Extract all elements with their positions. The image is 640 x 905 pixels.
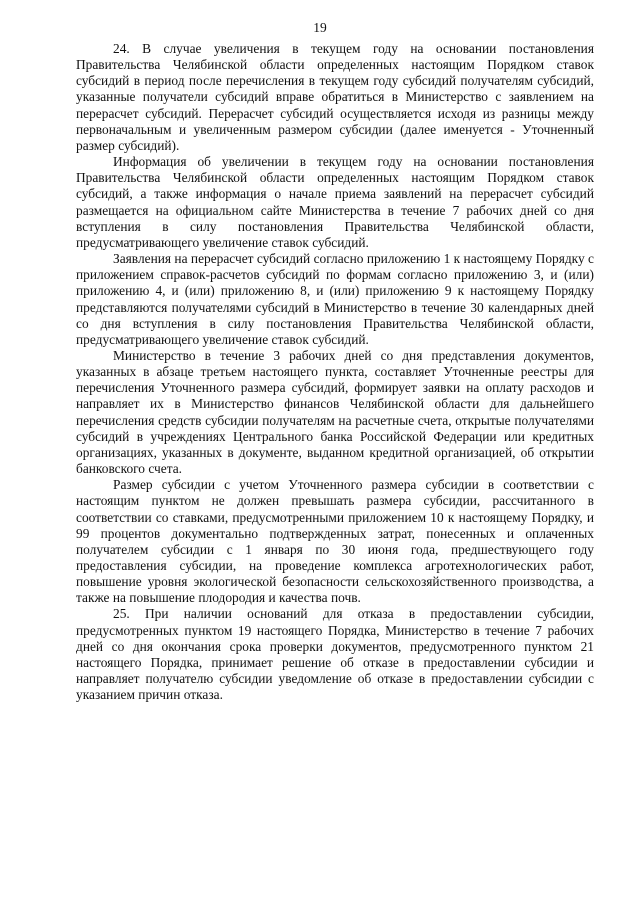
document-body [76,41,594,703]
paragraph-information: Информация об увеличении в текущем году на основании постановления Правительства Челябинской области определенных настоящим Порядком ставок субсидий, а также информация о начале приема заявлений на перерасчет субсидий размещается на официальном сайте Министерства в течение 7 рабочих дней со дня вступления в силу постановления Правительства Челябинской области, предусматривающего увеличение ставок субсидий. [76,154,594,250]
paragraph-25: 25. При наличии оснований для отказа в предоставлении субсидии, предусмотренных пунктом 19 настоящего Порядка, Министерство в течение 7 рабочих дней со дня окончания срока проверки документов, предусмотренного пунктом 21 настоящего Порядка, принимает решение об отказе в предоставлении субсидии и направляет получателю субсидии уведомление об отказе в предоставлении субсидии с указанием причин отказа. [76,606,594,703]
paragraph-24: 24. В случае увеличения в текущем году на основании постановления Правительства Челябинской области определенных настоящим Порядком ставок субсидий в период после перечисления в текущем году субсидий получателям субсидий, указанные получатели субсидий вправе обратиться в Министерство с заявлением на перерасчет субсидий. Перерасчет субсидий осуществляется исходя из разницы между первоначальным и увеличенным размером субсидии (далее именуется - Уточненный размер субсидий). [76,41,594,153]
paragraph-ministry-actions: Министерство в течение 3 рабочих дней со дня представления документов, указанных в абзаце третьем настоящего пункта, составляет Уточненные реестры для перечисления Уточненного размера субсидий, формирует заявки на оплату расходов и направляет их в Министерство финансов Челябинской области для дальнейшего перечисления средств субсидии получателям на расчетные счета, открытые получателями субсидий в учреждениях Центрального банка Российской Федерации или кредитных организациях, указанных в документе, выданном кредитной организацией, об открытии банковского счета. [76,347,594,477]
paragraph-applications: Заявления на перерасчет субсидий согласно приложению 1 к настоящему Порядку с приложением справок-расчетов субсидий по формам согласно приложению 3, и (или) приложению 4, и (или) приложению 8, и (или) приложению 9 к настоящему Порядку представляются получателями субсидий в Министерство в течение 30 календарных дней со дня вступления в силу постановления Правительства Челябинской области, предусматривающего увеличение ставок субсидий. [76,251,594,347]
paragraph-subsidy-size: Размер субсидии с учетом Уточненного размера субсидии в соответствии с настоящим пунктом не должен превышать размера субсидии, рассчитанного в соответствии со ставками, предусмотренными приложением 10 к настоящему Порядку, и 99 процентов документально подтвержденных затрат, понесенных и оплаченных получателем субсидии с 1 января по 30 июня года, предшествующего году предоставления субсидии, на проведение комплекса агротехнологических работ, повышение уровня экологической безопасности сельскохозяйственного производства, а также на повышение плодородия и качества почв. [76,477,594,606]
page-number: 19 [313,20,327,35]
